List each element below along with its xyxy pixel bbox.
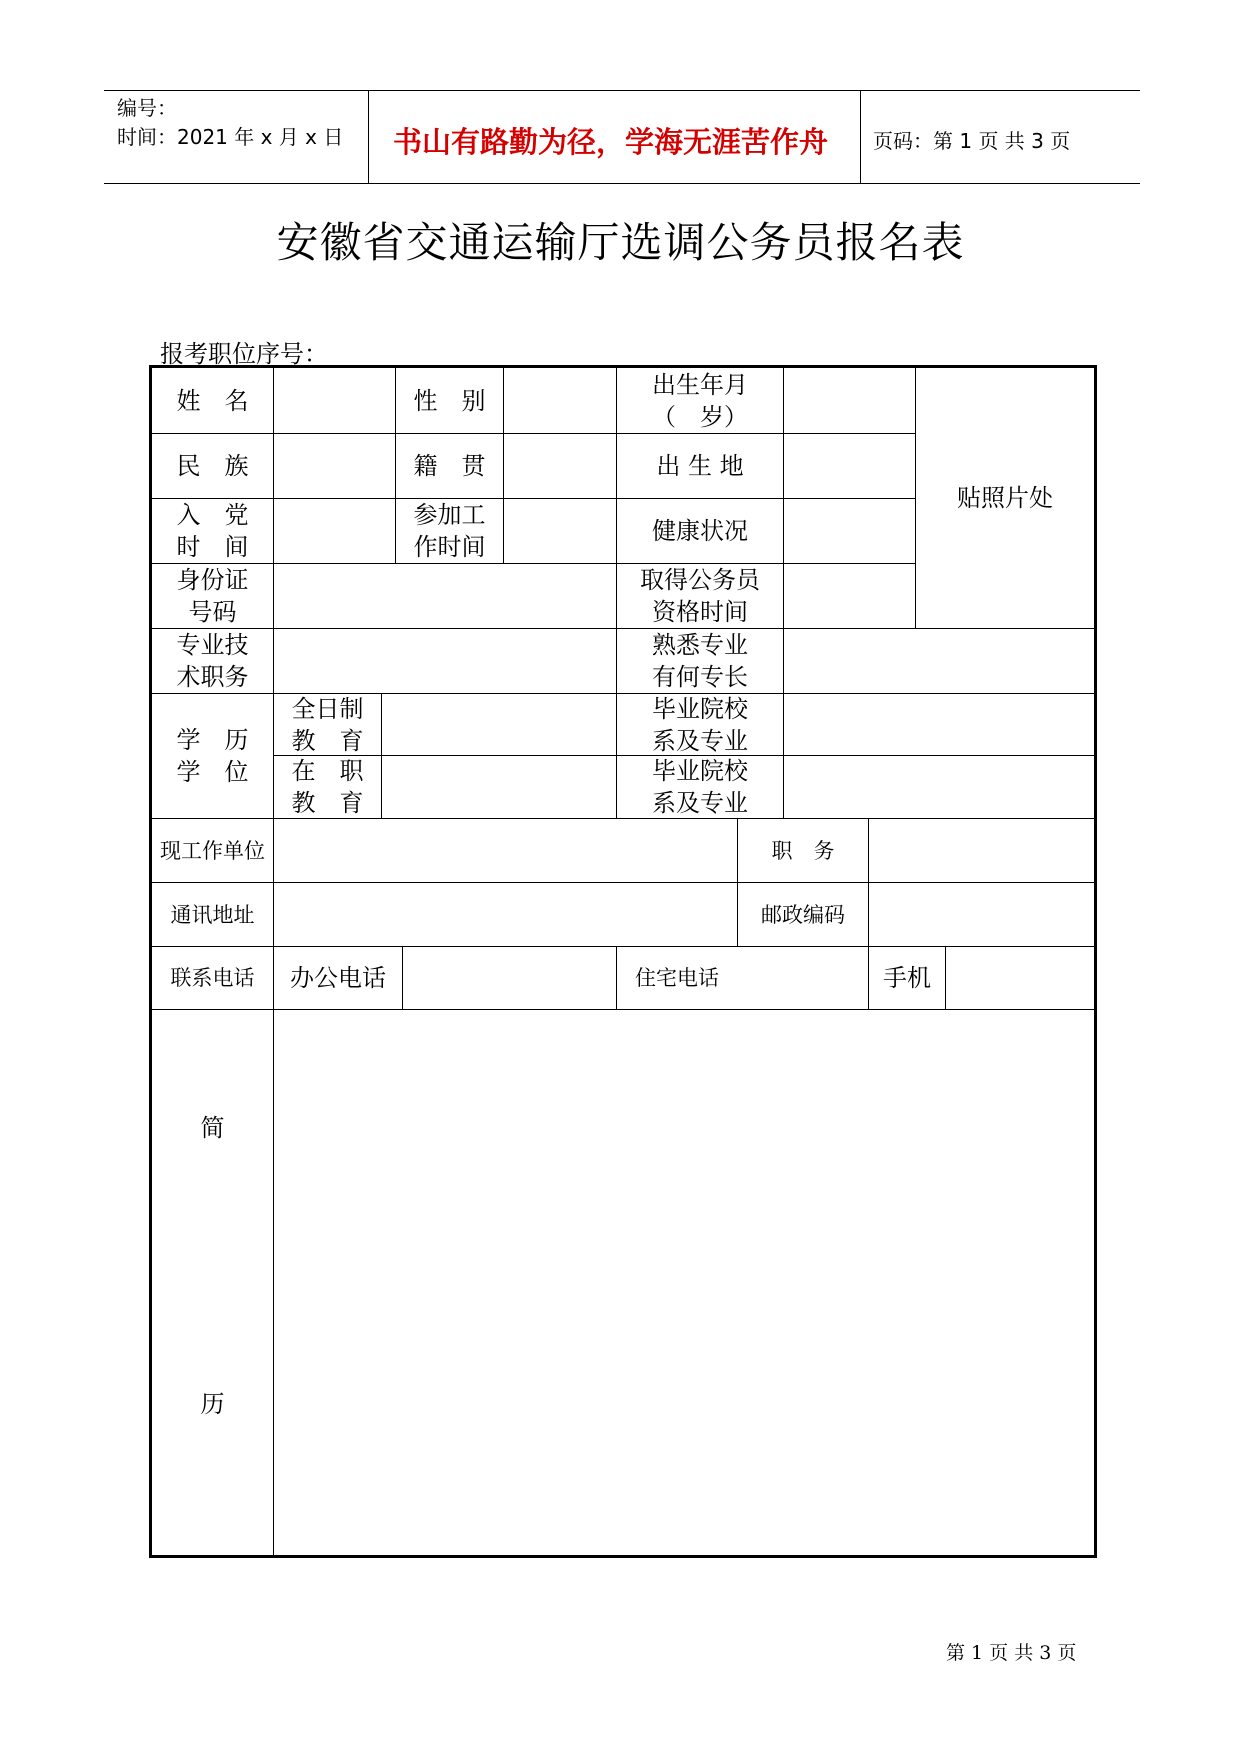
label-birthplace: 出 生 地 xyxy=(656,452,744,480)
label-health: 健康状况 xyxy=(652,517,748,545)
label-resume-char-2: 历 xyxy=(200,1390,225,1418)
label-office-phone: 办公电话 xyxy=(290,964,386,992)
label-contact-phone: 联系电话 xyxy=(170,966,255,990)
header-time-label: 时间：2021 年 x 月 x 日 xyxy=(117,125,344,149)
label-civil-servant-date: 取得公务员 资格时间 xyxy=(640,566,760,626)
label-tech-title: 专业技 术职务 xyxy=(176,631,249,691)
header-motto: 书山有路勤为径，学海无涯苦作舟 xyxy=(393,125,829,159)
label-mobile: 手机 xyxy=(883,964,931,992)
field-job-title[interactable] xyxy=(869,819,1094,882)
photo-placeholder[interactable]: 贴照片处 xyxy=(957,484,1053,512)
label-address: 通讯地址 xyxy=(170,902,255,927)
label-expertise: 熟悉专业 有何专长 xyxy=(652,631,748,691)
label-school-fulltime: 毕业院校 系及专业 xyxy=(652,694,748,755)
label-job-title: 职 务 xyxy=(771,838,835,863)
label-party-date: 入 党 时 间 xyxy=(176,501,249,561)
label-resume-char-1: 简 xyxy=(200,1114,225,1142)
field-expertise[interactable] xyxy=(784,629,1094,693)
label-inservice-education: 在 职 教 育 xyxy=(291,757,364,817)
field-mobile[interactable] xyxy=(946,947,1094,1009)
field-name[interactable] xyxy=(274,368,395,433)
label-native-place: 籍 贯 xyxy=(413,452,486,480)
field-postcode[interactable] xyxy=(869,883,1094,946)
application-form xyxy=(149,365,1097,1558)
field-fulltime-degree[interactable] xyxy=(382,694,616,755)
field-home-phone[interactable] xyxy=(738,947,868,1009)
field-inservice-degree[interactable] xyxy=(382,756,616,818)
position-number-label: 报考职位序号： xyxy=(160,340,328,368)
field-employer[interactable] xyxy=(274,819,737,882)
label-employer: 现工作单位 xyxy=(160,838,265,863)
header-page-info: 页码：第 1 页 共 3 页 xyxy=(873,129,1071,153)
field-ethnicity[interactable] xyxy=(274,434,395,498)
page-footer: 第 1 页 共 3 页 xyxy=(946,1642,1077,1664)
label-postcode: 邮政编码 xyxy=(761,902,845,927)
label-education: 学 历 学 位 xyxy=(176,726,249,786)
label-id-number: 身份证 号码 xyxy=(176,566,249,626)
field-tech-title[interactable] xyxy=(274,629,616,693)
field-school-fulltime[interactable] xyxy=(784,694,1094,755)
page-title: 安徽省交通运输厅选调公务员报名表 xyxy=(276,218,965,267)
label-ethnicity: 民 族 xyxy=(176,452,249,480)
field-native-place[interactable] xyxy=(504,434,616,498)
field-work-start[interactable] xyxy=(504,499,616,563)
label-gender: 性 别 xyxy=(413,386,486,415)
field-party-date[interactable] xyxy=(274,499,395,563)
label-work-start: 参加工 作时间 xyxy=(413,501,486,561)
header-top-rule xyxy=(104,90,1140,91)
label-home-phone: 住宅电话 xyxy=(635,966,719,990)
field-birthplace[interactable] xyxy=(784,434,915,498)
header-number-label: 编号： xyxy=(117,96,177,120)
field-civil-servant-date[interactable] xyxy=(784,564,915,628)
field-office-phone[interactable] xyxy=(403,947,616,1009)
field-resume[interactable] xyxy=(274,1010,1094,1555)
header-bottom-rule xyxy=(104,183,1140,184)
header-divider-right xyxy=(860,90,861,183)
header-divider-left xyxy=(368,90,369,183)
label-fulltime-education: 全日制 教 育 xyxy=(291,694,364,755)
label-name: 姓 名 xyxy=(176,386,249,415)
label-birth-date: 出生年月 （ 岁） xyxy=(652,370,748,431)
field-address[interactable] xyxy=(274,883,737,946)
field-health[interactable] xyxy=(784,499,915,563)
label-school-inservice: 毕业院校 系及专业 xyxy=(652,757,748,817)
field-id-number[interactable] xyxy=(274,564,616,628)
field-birth-date[interactable] xyxy=(784,368,915,433)
field-gender[interactable] xyxy=(504,368,616,433)
field-school-inservice[interactable] xyxy=(784,756,1094,818)
